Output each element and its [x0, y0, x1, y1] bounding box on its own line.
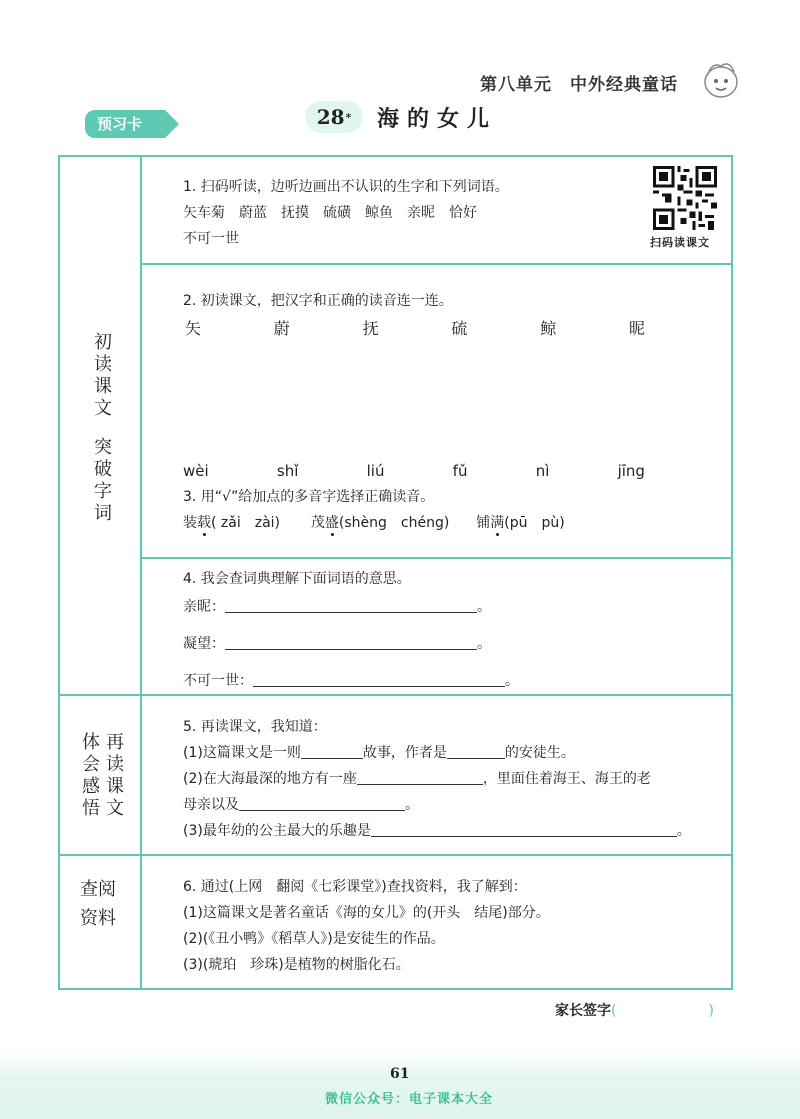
lesson-title-block	[305, 100, 497, 134]
q5-prompt: 5. 再读课文，我知道：	[183, 719, 327, 735]
preview-card-tag: 预习卡	[85, 110, 165, 138]
page-number: 61	[390, 1066, 410, 1082]
answer-blank[interactable]	[357, 771, 483, 785]
q6-line-3[interactable]: (3)(琥珀 珍珠)是植物的树脂化石。	[183, 957, 410, 973]
pinyin-item[interactable]: jīng	[617, 462, 645, 480]
q1-prompt: 1. 扫码听读，边听边画出不认识的生字和下列词语。	[183, 179, 509, 195]
q6-line-2[interactable]: (2)(《丑小鸭》《稻草人》)是安徒生的作品。	[183, 931, 445, 947]
q3-prompt: 3. 用“√”给加点的多音字选择正确读音。	[183, 489, 435, 505]
q1-words: 矢车菊 蔚蓝 抚摸 硫磺 鲸鱼 亲昵 恰好	[183, 205, 477, 221]
q4-term-row: 不可一世： 。	[183, 673, 519, 689]
q6-prompt: 6. 通过(上网 翻阅《七彩课堂》)查找资料，我了解到：	[183, 879, 527, 895]
section-label-materials: 资料	[80, 908, 116, 929]
char-item[interactable]: 矢	[185, 319, 202, 338]
lesson-number: 28 *	[305, 101, 363, 133]
wechat-account: 微信公众号：电子课本大全	[325, 1092, 494, 1107]
q1-words-2: 不可一世	[183, 231, 239, 247]
mascot-icon	[698, 56, 744, 102]
q2-characters	[185, 316, 645, 339]
q6-line-1[interactable]: (1)这篇课文是著名童话《海的女儿》的(开头 结尾)部分。	[183, 905, 550, 921]
q4-term-row: 亲昵： 。	[183, 599, 491, 615]
pinyin-item[interactable]: fǔ	[452, 462, 468, 480]
answer-blank[interactable]	[447, 745, 505, 759]
section-column	[60, 157, 142, 988]
char-item[interactable]: 昵	[628, 319, 645, 338]
char-item[interactable]: 蔚	[273, 319, 290, 338]
answer-blank[interactable]	[225, 599, 477, 613]
row-divider	[142, 263, 731, 265]
answer-blank[interactable]	[239, 797, 405, 811]
q5-line-1: (1)这篇课文是一则 故事，作者是 的安徒生。	[183, 745, 575, 761]
pinyin-item[interactable]: wèi	[183, 462, 209, 480]
char-item[interactable]: 鲸	[540, 319, 557, 338]
q5-line-3: 母亲以及 。	[183, 797, 419, 813]
section-label-reread: 再读课文	[103, 732, 124, 820]
section-label-words: 突破字词	[91, 437, 112, 525]
row-divider	[142, 557, 731, 559]
q4-term-row: 凝望： 。	[183, 636, 491, 652]
row-divider	[60, 694, 731, 696]
unit-header	[480, 70, 678, 95]
qr-code-icon[interactable]	[653, 166, 717, 230]
pinyin-item[interactable]: nì	[535, 462, 550, 480]
row-divider	[60, 854, 731, 856]
q3-item[interactable]: 茂盛(shèng chéng)	[310, 515, 450, 531]
char-item[interactable]: 硫	[451, 319, 468, 338]
pinyin-item[interactable]: liú	[366, 462, 385, 480]
dotted-char: 满	[490, 515, 505, 531]
q5-line-2: (2)在大海最深的地方有一座 ，里面住着海王、海王的老	[183, 771, 651, 787]
section-label-first-read: 初读课文	[91, 332, 112, 420]
section-label-feel: 体会感悟	[79, 732, 100, 820]
answer-blank[interactable]	[253, 673, 505, 687]
dotted-char: 盛	[324, 515, 339, 531]
section-label-lookup: 查阅	[80, 879, 116, 900]
answer-blank[interactable]	[301, 745, 363, 759]
qr-label: 扫码读课文	[650, 236, 710, 249]
q5-line-4: (3)最年幼的公主最大的乐趣是 。	[183, 823, 691, 839]
q2-prompt: 2. 初读课文，把汉字和正确的读音连一连。	[183, 293, 453, 309]
q2-pinyin	[183, 462, 645, 480]
lesson-title: 海的女儿	[377, 105, 498, 132]
q3-item[interactable]: 铺满(pū pù)	[476, 515, 565, 531]
unit-theme: 中外经典童话	[570, 75, 678, 95]
q4-prompt: 4. 我会查词典理解下面词语的意思。	[183, 571, 411, 587]
q3-item[interactable]: 装载( zǎi zài)	[183, 515, 281, 531]
answer-blank[interactable]	[225, 636, 477, 650]
parent-signature[interactable]: 家长签字( )	[555, 1003, 714, 1019]
footer-band	[0, 1052, 800, 1119]
char-item[interactable]: 抚	[362, 319, 379, 338]
pinyin-item[interactable]: shǐ	[276, 462, 299, 480]
answer-blank[interactable]	[371, 823, 677, 837]
q3-items	[183, 510, 565, 536]
unit-label: 第八单元	[480, 75, 552, 95]
dotted-char: 载	[197, 515, 211, 531]
